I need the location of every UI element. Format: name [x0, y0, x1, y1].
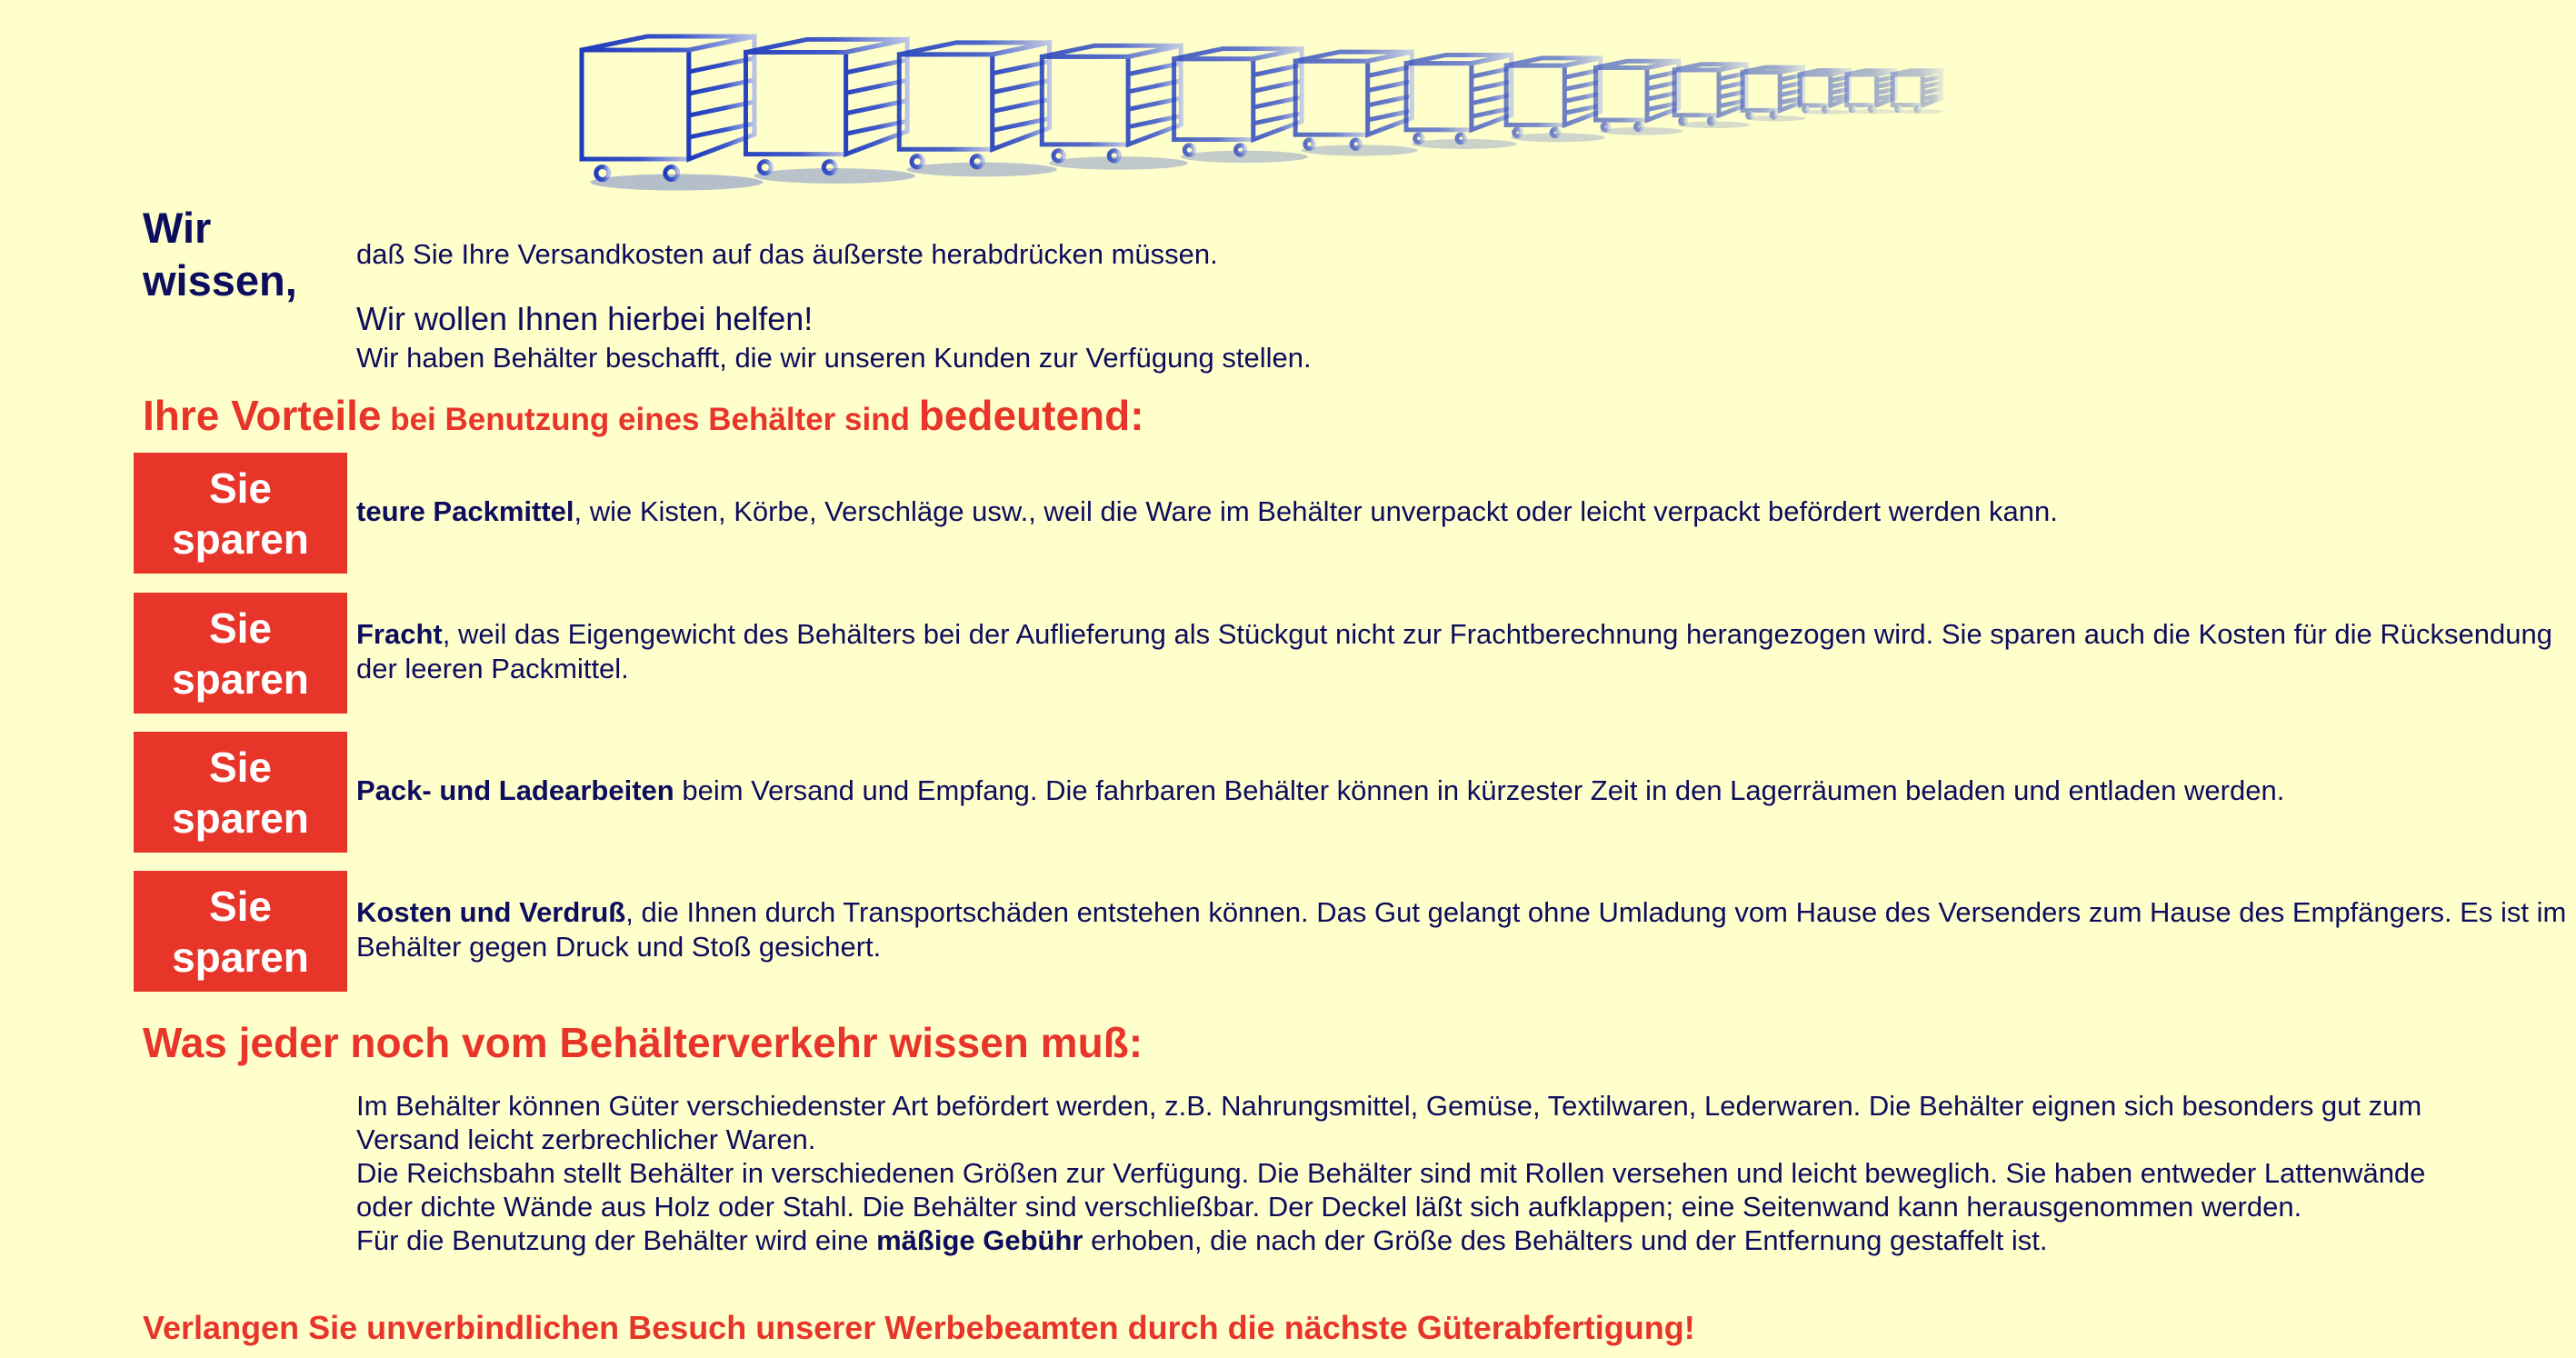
- saving-rest: , weil das Eigengewicht des Behälters bei der Auflieferung als Stückgut nicht zur Frachtberechnung herangezogen wird. Sie sparen auch die Kosten für die Rücksendung der leeren Packmittel.: [356, 618, 2552, 684]
- sie-sparen-badge: [134, 732, 347, 853]
- info-p3-post: erhoben, die nach der Größe des Behälters und der Entfernung gestaffelt ist.: [1083, 1224, 2048, 1256]
- saving-rest: , die Ihnen durch Transportschäden entstehen können. Das Gut gelangt ohne Umladung vom Hause des Versenders zum Hause des Empfängers. Es ist im Behälter gegen Druck und Stoß gesichert.: [356, 896, 2567, 963]
- intro-line-2: Wir wollen Ihnen hierbei helfen!: [356, 300, 814, 337]
- container-crate-icon: [899, 43, 1057, 176]
- saving-row-4: [134, 871, 2567, 992]
- saving-row-2: [134, 593, 2552, 714]
- intro-line-1: daß Sie Ihre Versandkosten auf das äußerste herabdrücken müssen.: [356, 238, 1218, 270]
- advantages-heading-part2: bei Benutzung eines Behälter sind: [381, 402, 919, 437]
- container-crate-icon: [1800, 71, 1852, 115]
- sie-sparen-badge: [134, 593, 347, 714]
- container-crate-icon: [1042, 45, 1188, 169]
- container-crate-icon: [1406, 55, 1517, 148]
- badge-label: Sie sparen: [172, 464, 309, 563]
- container-crate-icon: [1595, 61, 1682, 135]
- info-paragraph-2: Die Reichsbahn stellt Behälter in verschiedenen Größen zur Verfügung. Die Behälter sind mit Rollen versehen und leicht beweglich. Sie haben entweder Lattenwände oder dichte Wände aus Holz oder Stahl. Die Behälter sind verschließbar. Der Deckel läßt sich aufklappen; eine Seitenwand kann herausgenommen werden.: [356, 1157, 2426, 1223]
- container-crate-icon: [746, 39, 916, 183]
- saving-text: [356, 895, 2574, 964]
- saving-text: [356, 494, 2574, 529]
- saving-text: [356, 774, 2574, 808]
- container-banner-image: [573, 18, 2000, 205]
- intro-heading-text: Wir wissen,: [143, 204, 297, 305]
- container-crate-icon: [1174, 49, 1309, 163]
- info-p3-pre: Für die Benutzung der Behälter wird eine: [356, 1224, 877, 1256]
- info-p3-bold: mäßige Gebühr: [876, 1224, 1083, 1256]
- info-paragraphs: [356, 1089, 2456, 1257]
- advantages-heading: [143, 391, 1144, 440]
- saving-rest: beim Versand und Empfang. Die fahrbaren Behälter können in kürzester Zeit in den Lagerräumen beladen und entladen werden.: [674, 774, 2285, 806]
- intro-heading: [143, 202, 324, 307]
- container-crate-icon: [1892, 71, 1943, 114]
- sie-sparen-badge: [134, 453, 347, 574]
- saving-text: [356, 617, 2574, 686]
- info-heading: Was jeder noch vom Behälterverkehr wissen muß:: [143, 1019, 1143, 1066]
- saving-bold: Fracht: [356, 618, 443, 650]
- badge-label: Sie sparen: [172, 604, 309, 703]
- container-crate-icon: [582, 36, 764, 191]
- sie-sparen-badge: [134, 871, 347, 992]
- intro-line-3: Wir haben Behälter beschafft, die wir unseren Kunden zur Verfügung stellen.: [356, 342, 1312, 374]
- advantages-heading-part1: Ihre Vorteile: [143, 392, 382, 439]
- badge-label: Sie sparen: [172, 882, 309, 981]
- advantages-heading-part3: bedeutend:: [918, 392, 1144, 439]
- container-crate-icon: [1742, 67, 1806, 121]
- saving-bold: teure Packmittel: [356, 495, 574, 527]
- footer-call-to-action: Verlangen Sie unverbindlichen Besuch unserer Werbebeamten durch die nächste Güterabfertigung!: [143, 1309, 1695, 1346]
- saving-row-1: [134, 453, 2461, 574]
- container-crate-icon: [1674, 65, 1750, 128]
- container-crate-icon: [1506, 58, 1605, 142]
- info-paragraph-1: Im Behälter können Güter verschiedenster Art befördert werden, z.B. Nahrungsmittel, Gemüse, Textilwaren, Lederwaren. Die Behälter eignen sich besonders gut zum Versand leicht zerbrechlicher Waren.: [356, 1090, 2422, 1155]
- container-crate-icon: [1295, 52, 1418, 155]
- info-paragraph-3: [356, 1223, 2456, 1257]
- saving-rest: , wie Kisten, Körbe, Verschläge usw., weil die Ware im Behälter unverpackt oder leicht verpackt befördert werden kann.: [574, 495, 2058, 527]
- badge-label: Sie sparen: [172, 743, 309, 842]
- container-crate-icon: [1847, 71, 1898, 114]
- saving-bold: Kosten und Verdruß: [356, 896, 626, 928]
- saving-bold: Pack- und Ladearbeiten: [356, 774, 674, 806]
- saving-row-3: [134, 732, 2461, 853]
